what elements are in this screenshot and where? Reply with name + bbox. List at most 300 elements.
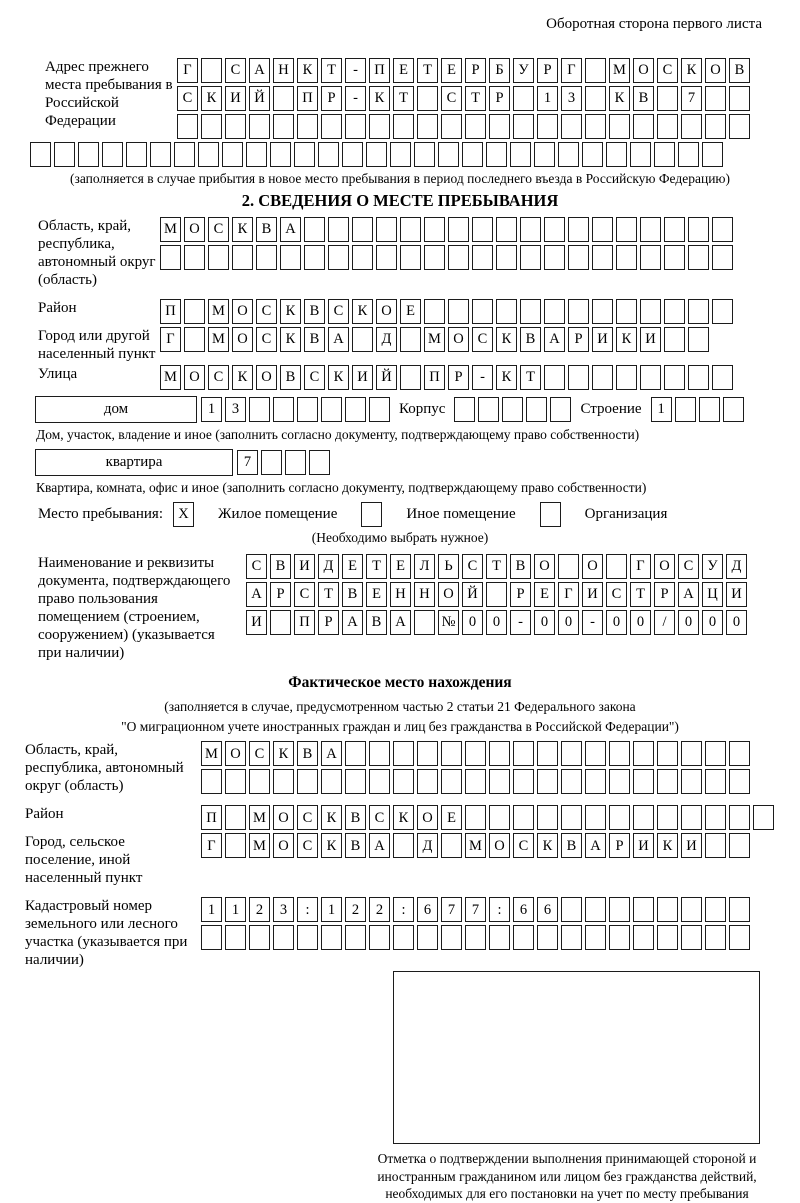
char-box[interactable]: М <box>208 327 229 352</box>
char-box[interactable] <box>393 769 414 794</box>
char-box[interactable]: 0 <box>630 610 651 635</box>
char-box[interactable] <box>393 833 414 858</box>
char-box[interactable] <box>201 769 222 794</box>
char-box[interactable] <box>489 114 510 139</box>
char-box[interactable]: О <box>376 299 397 324</box>
char-box[interactable]: 0 <box>534 610 555 635</box>
char-box[interactable] <box>520 245 541 270</box>
char-box[interactable] <box>513 86 534 111</box>
char-box[interactable]: О <box>654 554 675 579</box>
char-box[interactable] <box>705 805 726 830</box>
char-box[interactable]: 3 <box>273 897 294 922</box>
char-box[interactable]: С <box>249 741 270 766</box>
char-box[interactable] <box>489 769 510 794</box>
char-box[interactable] <box>270 610 291 635</box>
char-box[interactable]: П <box>297 86 318 111</box>
char-box[interactable]: И <box>582 582 603 607</box>
char-box[interactable]: Т <box>417 58 438 83</box>
char-box[interactable] <box>568 299 589 324</box>
char-box[interactable]: С <box>472 327 493 352</box>
char-box[interactable] <box>513 805 534 830</box>
char-box[interactable]: Г <box>561 58 582 83</box>
char-box[interactable] <box>345 925 366 950</box>
char-box[interactable] <box>369 397 390 422</box>
char-box[interactable] <box>678 142 699 167</box>
char-box[interactable] <box>261 450 282 475</box>
char-box[interactable] <box>712 217 733 242</box>
char-box[interactable] <box>681 897 702 922</box>
char-box[interactable]: О <box>225 741 246 766</box>
char-box[interactable] <box>345 114 366 139</box>
char-box[interactable]: Г <box>160 327 181 352</box>
char-box[interactable] <box>489 805 510 830</box>
char-box[interactable] <box>705 769 726 794</box>
char-box[interactable] <box>616 299 637 324</box>
char-box[interactable] <box>616 217 637 242</box>
char-box[interactable]: Г <box>177 58 198 83</box>
char-box[interactable] <box>280 245 301 270</box>
char-box[interactable]: К <box>328 365 349 390</box>
char-box[interactable]: М <box>249 833 270 858</box>
char-box[interactable] <box>486 142 507 167</box>
char-box[interactable] <box>513 114 534 139</box>
char-box[interactable] <box>609 897 630 922</box>
char-box[interactable]: С <box>678 554 699 579</box>
char-box[interactable] <box>606 142 627 167</box>
char-box[interactable] <box>201 58 222 83</box>
char-box[interactable] <box>702 142 723 167</box>
char-box[interactable] <box>225 805 246 830</box>
char-box[interactable]: 1 <box>651 397 672 422</box>
char-box[interactable] <box>640 217 661 242</box>
char-box[interactable] <box>585 58 606 83</box>
char-box[interactable] <box>606 554 627 579</box>
char-box[interactable] <box>393 741 414 766</box>
char-box[interactable] <box>609 805 630 830</box>
char-box[interactable] <box>273 925 294 950</box>
char-box[interactable] <box>424 299 445 324</box>
char-box[interactable]: К <box>496 365 517 390</box>
char-box[interactable]: А <box>321 741 342 766</box>
char-box[interactable]: 6 <box>417 897 438 922</box>
char-box[interactable] <box>472 217 493 242</box>
char-box[interactable] <box>208 245 229 270</box>
char-box[interactable] <box>496 217 517 242</box>
char-box[interactable]: С <box>462 554 483 579</box>
char-box[interactable] <box>174 142 195 167</box>
char-box[interactable]: К <box>280 299 301 324</box>
char-box[interactable]: Е <box>400 299 421 324</box>
char-box[interactable] <box>184 327 205 352</box>
char-box[interactable]: Т <box>630 582 651 607</box>
char-box[interactable]: Е <box>366 582 387 607</box>
char-box[interactable] <box>561 897 582 922</box>
char-box[interactable]: - <box>472 365 493 390</box>
char-box[interactable] <box>225 114 246 139</box>
char-box[interactable]: М <box>609 58 630 83</box>
char-box[interactable]: С <box>246 554 267 579</box>
char-box[interactable]: 3 <box>561 86 582 111</box>
char-box[interactable] <box>54 142 75 167</box>
char-box[interactable] <box>729 741 750 766</box>
char-box[interactable] <box>729 769 750 794</box>
char-box[interactable] <box>568 365 589 390</box>
char-box[interactable]: Н <box>414 582 435 607</box>
char-box[interactable]: О <box>582 554 603 579</box>
char-box[interactable]: Р <box>321 86 342 111</box>
char-box[interactable]: В <box>345 833 366 858</box>
char-box[interactable] <box>513 925 534 950</box>
char-box[interactable]: О <box>184 217 205 242</box>
char-box[interactable] <box>568 217 589 242</box>
char-box[interactable] <box>294 142 315 167</box>
char-box[interactable]: С <box>328 299 349 324</box>
char-box[interactable] <box>510 142 531 167</box>
char-box[interactable]: Р <box>609 833 630 858</box>
char-box[interactable]: 1 <box>225 897 246 922</box>
char-box[interactable] <box>633 769 654 794</box>
char-box[interactable] <box>633 925 654 950</box>
char-box[interactable]: Р <box>537 58 558 83</box>
char-box[interactable]: 2 <box>345 897 366 922</box>
char-box[interactable]: П <box>294 610 315 635</box>
char-box[interactable]: Е <box>390 554 411 579</box>
char-box[interactable]: / <box>654 610 675 635</box>
char-box[interactable] <box>273 86 294 111</box>
char-box[interactable] <box>345 741 366 766</box>
char-box[interactable] <box>225 769 246 794</box>
char-box[interactable] <box>496 245 517 270</box>
char-box[interactable]: 1 <box>321 897 342 922</box>
char-box[interactable] <box>318 142 339 167</box>
char-box[interactable] <box>465 741 486 766</box>
char-box[interactable]: А <box>544 327 565 352</box>
char-box[interactable]: Т <box>321 58 342 83</box>
char-box[interactable] <box>102 142 123 167</box>
char-box[interactable] <box>273 769 294 794</box>
char-box[interactable] <box>561 925 582 950</box>
char-box[interactable]: : <box>393 897 414 922</box>
char-box[interactable] <box>712 245 733 270</box>
char-box[interactable]: 3 <box>225 397 246 422</box>
char-box[interactable] <box>582 142 603 167</box>
char-box[interactable] <box>376 245 397 270</box>
char-box[interactable] <box>309 450 330 475</box>
char-box[interactable] <box>256 245 277 270</box>
char-box[interactable] <box>675 397 696 422</box>
char-box[interactable] <box>561 805 582 830</box>
char-box[interactable] <box>558 142 579 167</box>
char-box[interactable] <box>441 833 462 858</box>
char-box[interactable] <box>688 327 709 352</box>
char-box[interactable] <box>184 299 205 324</box>
char-box[interactable]: О <box>633 58 654 83</box>
char-box[interactable]: 0 <box>726 610 747 635</box>
char-box[interactable] <box>585 769 606 794</box>
char-box[interactable] <box>640 365 661 390</box>
char-box[interactable] <box>321 114 342 139</box>
char-box[interactable]: Р <box>510 582 531 607</box>
char-box[interactable] <box>225 925 246 950</box>
char-box[interactable] <box>417 86 438 111</box>
char-box[interactable]: К <box>616 327 637 352</box>
char-box[interactable] <box>657 741 678 766</box>
char-box[interactable]: С <box>297 805 318 830</box>
char-box[interactable] <box>657 86 678 111</box>
char-box[interactable]: И <box>726 582 747 607</box>
char-box[interactable]: В <box>366 610 387 635</box>
char-box[interactable]: П <box>369 58 390 83</box>
char-box[interactable]: С <box>441 86 462 111</box>
char-box[interactable] <box>249 397 270 422</box>
char-box[interactable] <box>361 502 382 527</box>
char-box[interactable] <box>352 327 373 352</box>
char-box[interactable]: В <box>342 582 363 607</box>
char-box[interactable] <box>246 142 267 167</box>
char-box[interactable]: 1 <box>201 897 222 922</box>
char-box[interactable] <box>616 365 637 390</box>
char-box[interactable]: К <box>537 833 558 858</box>
char-box[interactable]: В <box>270 554 291 579</box>
char-box[interactable] <box>681 769 702 794</box>
char-box[interactable]: Г <box>201 833 222 858</box>
char-box[interactable] <box>640 299 661 324</box>
char-box[interactable] <box>544 365 565 390</box>
char-box[interactable] <box>729 86 750 111</box>
char-box[interactable] <box>414 610 435 635</box>
char-box[interactable]: К <box>297 58 318 83</box>
char-box[interactable] <box>273 397 294 422</box>
char-box[interactable]: 0 <box>606 610 627 635</box>
char-box[interactable]: 0 <box>462 610 483 635</box>
char-box[interactable]: И <box>640 327 661 352</box>
char-box[interactable] <box>465 769 486 794</box>
char-box[interactable]: Д <box>417 833 438 858</box>
char-box[interactable]: С <box>294 582 315 607</box>
char-box[interactable]: И <box>294 554 315 579</box>
char-box[interactable] <box>585 114 606 139</box>
char-box[interactable]: О <box>273 805 294 830</box>
char-box[interactable] <box>540 502 561 527</box>
char-box[interactable]: Д <box>726 554 747 579</box>
char-box[interactable] <box>664 327 685 352</box>
char-box[interactable]: К <box>369 86 390 111</box>
char-box[interactable] <box>342 142 363 167</box>
char-box[interactable]: А <box>390 610 411 635</box>
char-box[interactable]: К <box>393 805 414 830</box>
char-box[interactable] <box>534 142 555 167</box>
char-box[interactable] <box>78 142 99 167</box>
char-box[interactable]: О <box>705 58 726 83</box>
char-box[interactable]: Е <box>441 805 462 830</box>
char-box[interactable]: В <box>280 365 301 390</box>
char-box[interactable]: - <box>345 86 366 111</box>
char-box[interactable] <box>400 365 421 390</box>
char-box[interactable] <box>729 925 750 950</box>
char-box[interactable]: 6 <box>537 897 558 922</box>
char-box[interactable] <box>729 805 750 830</box>
char-box[interactable] <box>352 245 373 270</box>
char-box[interactable] <box>400 327 421 352</box>
char-box[interactable] <box>424 217 445 242</box>
char-box[interactable] <box>585 741 606 766</box>
char-box[interactable] <box>441 741 462 766</box>
char-box[interactable] <box>285 450 306 475</box>
char-box[interactable] <box>664 217 685 242</box>
char-box[interactable]: М <box>208 299 229 324</box>
char-box[interactable] <box>609 925 630 950</box>
char-box[interactable] <box>454 397 475 422</box>
char-box[interactable] <box>249 925 270 950</box>
char-box[interactable]: А <box>678 582 699 607</box>
char-box[interactable]: А <box>246 582 267 607</box>
char-box[interactable] <box>537 741 558 766</box>
char-box[interactable] <box>640 245 661 270</box>
char-box[interactable] <box>526 397 547 422</box>
char-box[interactable]: Т <box>318 582 339 607</box>
char-box[interactable] <box>654 142 675 167</box>
char-box[interactable]: В <box>561 833 582 858</box>
char-box[interactable]: Р <box>465 58 486 83</box>
char-box[interactable]: И <box>352 365 373 390</box>
char-box[interactable] <box>369 114 390 139</box>
char-box[interactable] <box>544 299 565 324</box>
char-box[interactable] <box>681 925 702 950</box>
char-box[interactable]: Т <box>465 86 486 111</box>
char-box[interactable]: С <box>208 365 229 390</box>
char-box[interactable] <box>657 897 678 922</box>
char-box[interactable] <box>705 925 726 950</box>
char-box[interactable] <box>328 245 349 270</box>
char-box[interactable]: С <box>256 299 277 324</box>
char-box[interactable]: А <box>369 833 390 858</box>
char-box[interactable] <box>705 86 726 111</box>
char-box[interactable] <box>585 805 606 830</box>
char-box[interactable]: М <box>160 365 181 390</box>
char-box[interactable] <box>688 365 709 390</box>
char-box[interactable] <box>328 217 349 242</box>
char-box[interactable] <box>462 142 483 167</box>
char-box[interactable] <box>465 805 486 830</box>
char-box[interactable] <box>417 741 438 766</box>
char-box[interactable]: С <box>369 805 390 830</box>
char-box[interactable]: В <box>520 327 541 352</box>
char-box[interactable]: Г <box>558 582 579 607</box>
char-box[interactable]: С <box>225 58 246 83</box>
char-box[interactable]: 1 <box>537 86 558 111</box>
char-box[interactable] <box>502 397 523 422</box>
char-box[interactable]: У <box>513 58 534 83</box>
char-box[interactable] <box>400 245 421 270</box>
char-box[interactable] <box>537 769 558 794</box>
char-box[interactable] <box>249 114 270 139</box>
char-box[interactable]: Д <box>376 327 397 352</box>
char-box[interactable]: 7 <box>441 897 462 922</box>
char-box[interactable]: В <box>510 554 531 579</box>
char-box[interactable] <box>417 769 438 794</box>
char-box[interactable]: С <box>304 365 325 390</box>
char-box[interactable] <box>633 805 654 830</box>
char-box[interactable] <box>688 245 709 270</box>
char-box[interactable]: К <box>321 833 342 858</box>
char-box[interactable] <box>225 833 246 858</box>
char-box[interactable] <box>753 805 774 830</box>
char-box[interactable]: О <box>184 365 205 390</box>
char-box[interactable]: С <box>297 833 318 858</box>
char-box[interactable]: : <box>489 897 510 922</box>
char-box[interactable] <box>705 897 726 922</box>
char-box[interactable] <box>609 114 630 139</box>
char-box[interactable] <box>585 925 606 950</box>
char-box[interactable]: - <box>582 610 603 635</box>
char-box[interactable] <box>592 299 613 324</box>
char-box[interactable] <box>657 114 678 139</box>
char-box[interactable]: К <box>232 217 253 242</box>
char-box[interactable]: Е <box>534 582 555 607</box>
char-box[interactable] <box>681 114 702 139</box>
char-box[interactable] <box>723 397 744 422</box>
char-box[interactable]: Б <box>489 58 510 83</box>
char-box[interactable] <box>465 925 486 950</box>
char-box[interactable] <box>520 299 541 324</box>
char-box[interactable] <box>441 925 462 950</box>
char-box[interactable]: Р <box>654 582 675 607</box>
char-box[interactable] <box>664 365 685 390</box>
char-box[interactable] <box>513 769 534 794</box>
char-box[interactable] <box>417 114 438 139</box>
char-box[interactable]: К <box>496 327 517 352</box>
char-box[interactable] <box>441 114 462 139</box>
char-box[interactable] <box>352 217 373 242</box>
char-box[interactable]: К <box>609 86 630 111</box>
char-box[interactable] <box>688 217 709 242</box>
char-box[interactable] <box>472 299 493 324</box>
char-box[interactable] <box>633 741 654 766</box>
char-box[interactable]: 2 <box>369 897 390 922</box>
char-box[interactable] <box>633 897 654 922</box>
char-box[interactable] <box>369 769 390 794</box>
char-box[interactable] <box>438 142 459 167</box>
char-box[interactable]: И <box>633 833 654 858</box>
char-box[interactable] <box>705 114 726 139</box>
char-box[interactable] <box>520 217 541 242</box>
char-box[interactable] <box>537 805 558 830</box>
char-box[interactable] <box>489 925 510 950</box>
char-box[interactable]: М <box>424 327 445 352</box>
char-box[interactable] <box>585 86 606 111</box>
char-box[interactable]: Е <box>342 554 363 579</box>
char-box[interactable]: У <box>702 554 723 579</box>
char-box[interactable] <box>297 114 318 139</box>
char-box[interactable] <box>270 142 291 167</box>
char-box[interactable] <box>414 142 435 167</box>
char-box[interactable] <box>544 217 565 242</box>
char-box[interactable]: Р <box>568 327 589 352</box>
char-box[interactable] <box>657 925 678 950</box>
char-box[interactable]: 0 <box>702 610 723 635</box>
char-box[interactable] <box>688 299 709 324</box>
char-box[interactable] <box>321 769 342 794</box>
char-box[interactable]: В <box>633 86 654 111</box>
char-box[interactable]: Н <box>390 582 411 607</box>
char-box[interactable] <box>465 114 486 139</box>
char-box[interactable]: Г <box>630 554 651 579</box>
char-box[interactable]: О <box>273 833 294 858</box>
char-box[interactable]: М <box>249 805 270 830</box>
char-box[interactable]: К <box>273 741 294 766</box>
char-box[interactable] <box>729 833 750 858</box>
char-box[interactable] <box>609 769 630 794</box>
